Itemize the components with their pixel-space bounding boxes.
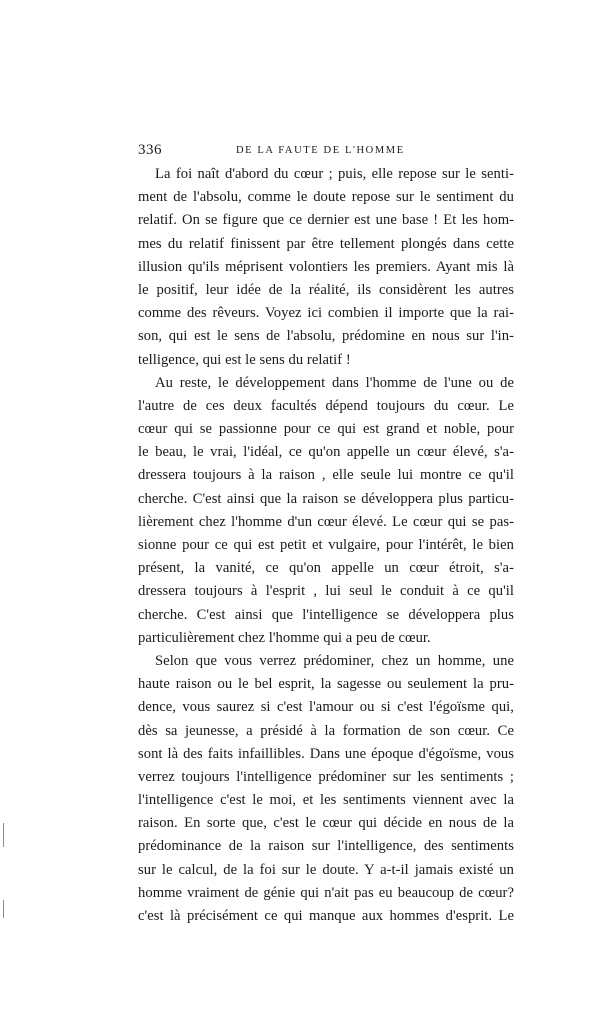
text-line: cherche. C'est ainsi que l'intelligence se développera plus [138, 606, 514, 623]
scan-artifact [3, 823, 4, 847]
text-line: l'autre de ces deux facultés dépend toujours du cœur. Le [138, 397, 514, 414]
text-line: dès sa jeunesse, a présidé à la formation de son cœur. Ce [138, 722, 514, 739]
text-line: c'est là précisément ce qui manque aux hommes d'esprit. Le [138, 908, 514, 924]
paragraph [138, 163, 514, 372]
paragraph [138, 372, 514, 650]
text-line: sionne pour ce qui est petit et vulgaire, pour l'intérêt, le bien [138, 537, 514, 553]
body-text [138, 163, 514, 928]
text-line: Selon que vous verrez prédominer, chez un homme, une [155, 652, 514, 669]
text-line: cœur qui se passionne pour ce qui est grand et noble, pour [138, 421, 514, 438]
text-line: illusion qu'ils méprisent volontiers les premiers. Ayant mis là [138, 258, 514, 275]
text-line: Au reste, le développement dans l'homme de l'une ou de [155, 374, 514, 391]
text-line: cherche. C'est ainsi que la raison se développera plus particu- [138, 490, 514, 507]
running-title: DE LA FAUTE DE L'HOMME [236, 145, 405, 156]
text-line: verrez toujours l'intelligence prédominer sur les sentiments ; [138, 768, 514, 785]
text-line: le positif, leur idée de la réalité, ils considèrent les autres [138, 281, 514, 298]
text-line: dence, vous saurez si c'est l'amour ou si c'est l'égoïsme qui, [138, 699, 514, 716]
text-line: lièrement chez l'homme d'un cœur élevé. Le cœur qui se pas- [138, 513, 514, 530]
text-line: l'intelligence c'est le moi, et les sentiments viennent avec la [138, 792, 514, 809]
text-line: ment de l'absolu, comme le doute repose sur le sentiment du [138, 189, 514, 206]
text-line: dressera toujours à la raison , elle seule lui montre ce qu'il [138, 467, 514, 484]
text-line: présent, la vanité, ce qu'on appelle un cœur étroit, s'a- [138, 560, 514, 577]
text-line: homme vraiment de génie qui n'ait pas eu beaucoup de cœur? [138, 884, 514, 901]
paragraph [138, 650, 514, 928]
text-line: La foi naît d'abord du cœur ; puis, elle repose sur le senti- [155, 166, 514, 182]
text-line: sont là des faits infaillibles. Dans une époque d'égoïsme, vous [138, 745, 514, 762]
text-line: mes du relatif finissent par être tellement plongés dans cette [138, 235, 514, 252]
text-line: raison. En sorte que, c'est le cœur qui décide en nous de la [138, 815, 514, 832]
text-line: le beau, le vrai, l'idéal, ce qu'on appelle un cœur élevé, s'a- [138, 444, 514, 461]
text-line: dressera toujours à l'esprit , lui seul le conduit à ce qu'il [138, 583, 514, 600]
text-line: particulièrement chez l'homme qui a peu de cœur. [138, 629, 431, 646]
text-line: haute raison ou le bel esprit, la sagesse ou seulement la pru- [138, 676, 514, 693]
text-line: son, qui est le sens de l'absolu, prédomine en nous sur l'in- [138, 328, 514, 345]
page-number: 336 [138, 142, 162, 158]
text-line: sur le calcul, de la foi sur le doute. Y a-t-il jamais existé un [138, 861, 514, 878]
text-line: prédominance de la raison sur l'intelligence, des sentiments [138, 838, 514, 855]
text-line: relatif. On se figure que ce dernier est une base ! Et les hom- [138, 212, 514, 229]
text-line: comme des rêveurs. Voyez ici combien il importe que la rai- [138, 305, 514, 322]
text-line: telligence, qui est le sens du relatif ! [138, 351, 351, 368]
running-head [138, 142, 514, 162]
scan-artifact [3, 900, 4, 918]
